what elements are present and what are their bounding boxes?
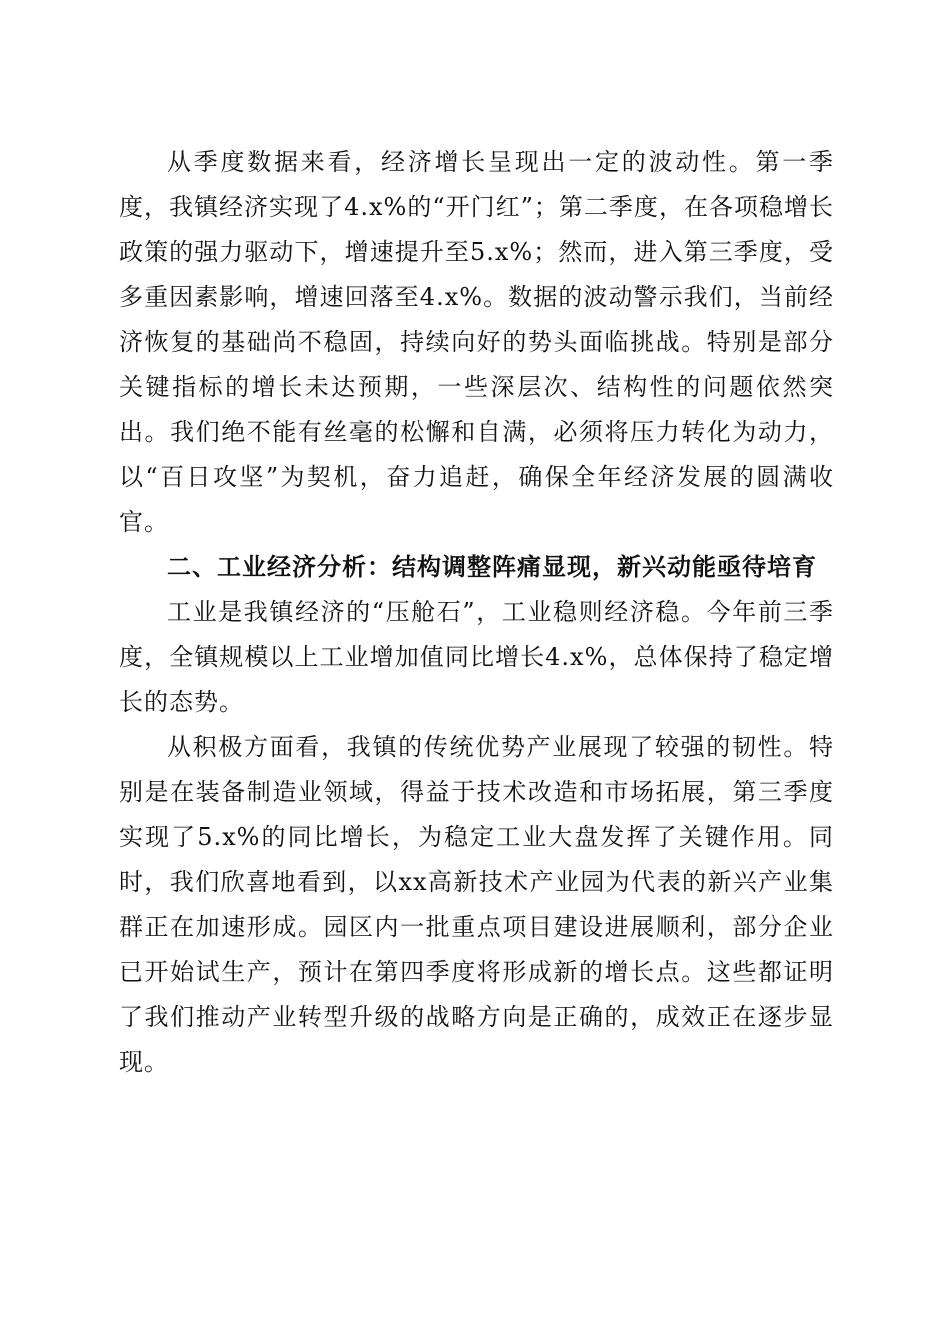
section-heading-industrial-economy: 二、工业经济分析：结构调整阵痛显现，新兴动能亟待培育 (167, 553, 817, 581)
paragraph-quarterly-data: 从季度数据来看，经济增长呈现出一定的波动性。第一季度，我镇经济实现了4.x%的“开门红”；第二季度，在各项稳增长政策的强力驱动下，增速提升至5.x%；然而，进入第三季度，受多重因素影响，增速回落至4.x%。数据的波动警示我们，当前经济恢复的基础尚不稳固，持续向好的势头面临挑战。特别是部分关键指标的增长未达预期，一些深层次、结构性的问题依然突出。我们绝不能有丝毫的松懈和自满，必须将压力转化为动力，以“百日攻坚”为契机，奋力追赶，确保全年经济发展的圆满收官。 (119, 148, 834, 536)
paragraph-industry-overview: 工业是我镇经济的“压舱石”，工业稳则经济稳。今年前三季度，全镇规模以上工业增加值同比增长4.x%，总体保持了稳定增长的态势。 (119, 598, 834, 716)
paragraph-positive-aspects: 从积极方面看，我镇的传统优势产业展现了较强的韧性。特别是在装备制造业领域，得益于技术改造和市场拓展，第三季度实现了5.x%的同比增长，为稳定工业大盘发挥了关键作用。同时，我们欣喜地看到，以xx高新技术产业园为代表的新兴产业集群正在加速形成。园区内一批重点项目建设进展顺利，部分企业已开始试生产，预计在第四季度将形成新的增长点。这些都证明了我们推动产业转型升级的战略方向是正确的，成效正在逐步显现。 (119, 733, 834, 1076)
document-page (119, 140, 834, 1085)
